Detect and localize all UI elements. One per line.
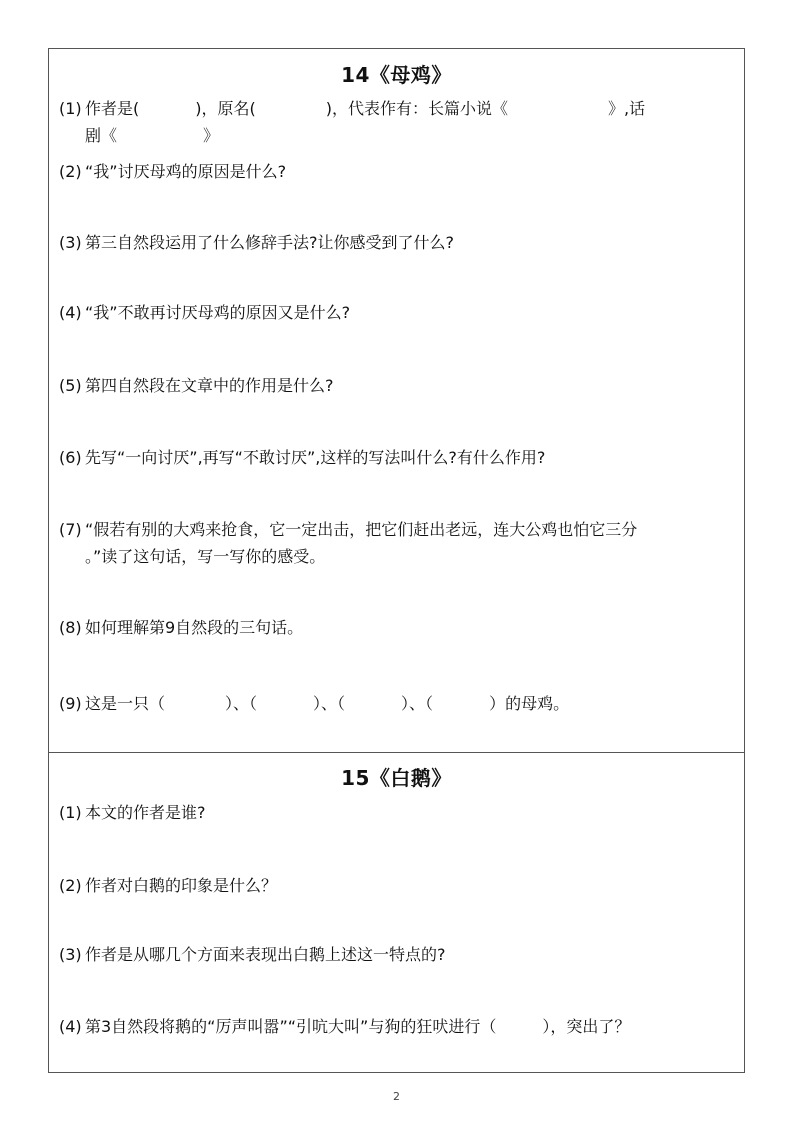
question-text-part: 这是一只（ — [85, 694, 166, 713]
question-number: (9) — [59, 694, 82, 713]
question-text: 作者是从哪几个方面来表现出白鹅上述这一特点的? — [85, 945, 446, 964]
question-text-part: 剧《 — [85, 126, 118, 145]
question-text-part: )，原名( — [195, 99, 256, 118]
question-14-1 — [59, 95, 739, 149]
question-text-part: 》,话 — [608, 99, 646, 118]
question-text-part: ），突出了？ — [542, 1017, 631, 1036]
question-text: “假若有别的大鸡来抢食，它一定出击，把它们赶出老远，连大公鸡也怕它三分 — [85, 520, 638, 539]
worksheet-frame — [48, 48, 745, 1073]
question-text: “我”讨厌母鸡的原因是什么? — [85, 162, 287, 181]
question-14-8 — [59, 614, 739, 641]
page-number: 2 — [393, 1090, 400, 1103]
question-number: (2) — [59, 162, 82, 181]
question-number: (4) — [59, 303, 82, 322]
question-15-2 — [59, 872, 739, 899]
question-14-6 — [59, 444, 739, 471]
question-text: 本文的作者是谁? — [85, 803, 206, 822]
question-15-3 — [59, 941, 739, 968]
question-text-part: )，代表作有：长篇小说《 — [325, 99, 508, 118]
question-text-part: ）、（ — [401, 694, 434, 713]
question-text-part: 第3自然段将鹅的“厉声叫嚣”“引吭大叫”与狗的狂吠进行（ — [85, 1017, 497, 1036]
question-text-continued: 。”读了这句话，写一写你的感受。 — [85, 547, 326, 566]
question-14-4 — [59, 299, 739, 326]
question-number: (8) — [59, 618, 82, 637]
question-number: (1) — [59, 803, 82, 822]
question-number: (6) — [59, 448, 82, 467]
question-15-1 — [59, 799, 739, 826]
question-14-2 — [59, 158, 739, 185]
question-number: (3) — [59, 945, 82, 964]
question-14-3 — [59, 229, 739, 256]
section-15-title: 15《白鹅》 — [341, 766, 452, 790]
question-14-5 — [59, 372, 739, 399]
question-number: (3) — [59, 233, 82, 252]
question-text: 第四自然段在文章中的作用是什么? — [85, 376, 334, 395]
question-text-part: ）、（ — [225, 694, 258, 713]
question-number: (5) — [59, 376, 82, 395]
question-14-9 — [59, 690, 739, 717]
question-number: (2) — [59, 876, 82, 895]
section-14-title: 14《母鸡》 — [341, 63, 452, 87]
question-14-7 — [59, 516, 739, 570]
question-text-part: ）的母鸡。 — [489, 694, 570, 713]
question-text-part: ）、（ — [313, 694, 346, 713]
question-text: 先写“一向讨厌”,再写“不敢讨厌”,这样的写法叫什么?有什么作用? — [85, 448, 546, 467]
question-15-4 — [59, 1013, 739, 1040]
question-text: 第三自然段运用了什么修辞手法?让你感受到了什么? — [85, 233, 454, 252]
question-number: (1) — [59, 99, 82, 118]
question-text-part: 》 — [203, 126, 220, 145]
section-divider — [49, 752, 744, 753]
question-text-part: 作者是( — [85, 99, 140, 118]
question-text: “我”不敢再讨厌母鸡的原因又是什么? — [85, 303, 351, 322]
question-text: 如何理解第9自然段的三句话。 — [85, 618, 304, 637]
question-text: 作者对白鹅的印象是什么？ — [85, 876, 278, 895]
question-number: (7) — [59, 520, 82, 539]
question-number: (4) — [59, 1017, 82, 1036]
